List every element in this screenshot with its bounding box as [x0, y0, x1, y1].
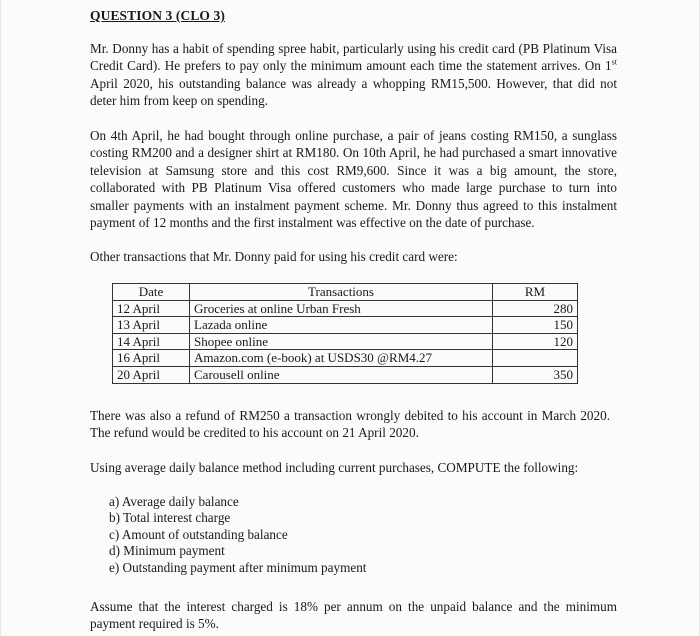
row-amount: 150 [493, 317, 578, 334]
row-transaction: Amazon.com (e-book) at USDS30 @RM4.27 [190, 350, 493, 367]
transactions-table [112, 283, 578, 384]
paragraph-background-part1: Mr. Donny has a habit of spending spree habit, particularly using his credit card (PB Platinum Visa Credit Card). He prefers to pay only the minimum amount each time the statement arrives. On 1 [90, 41, 617, 74]
row-amount: 350 [493, 366, 578, 383]
table-row [113, 317, 578, 334]
list-item: c) Amount of outstanding balance [109, 526, 288, 542]
paragraph-background-part2: April 2020, his outstanding balance was already a whopping RM15,500. However, that did not deter him from keep on spending. [90, 75, 617, 109]
header-transactions: Transactions [190, 284, 493, 301]
list-item: b) Total interest charge [109, 510, 231, 526]
list-item: e) Outstanding payment after minimum payment [109, 559, 367, 575]
row-date: 13 April [113, 317, 190, 334]
table-row [113, 350, 578, 367]
row-date: 16 April [113, 350, 190, 367]
question-heading: QUESTION 3 (CLO 3) [90, 8, 225, 23]
row-amount: 120 [493, 333, 578, 350]
row-date: 20 April [113, 366, 190, 383]
paragraph-refund: There was also a refund of RM250 a transaction wrongly debited to his account in March 2020. The refund would be credited to his account on 21 April 2020. [90, 408, 610, 441]
row-date: 12 April [113, 300, 190, 317]
row-amount: 280 [493, 300, 578, 317]
table-row [113, 333, 578, 350]
row-date: 14 April [113, 333, 190, 350]
row-transaction: Lazada online [190, 317, 493, 334]
paragraph-other-transactions: Other transactions that Mr. Donny paid for using his credit card were: [90, 249, 458, 264]
table-row [113, 366, 578, 383]
ordinal-superscript: st [611, 58, 617, 68]
table-header-row [113, 284, 578, 301]
row-transaction: Groceries at online Urban Fresh [190, 300, 493, 317]
list-item: a) Average daily balance [109, 494, 239, 509]
paragraph-assumption: Assume that the interest charged is 18% per annum on the unpaid balance and the minimum payment required is 5%. [90, 599, 617, 632]
table-row [113, 300, 578, 317]
row-transaction: Carousell online [190, 366, 493, 383]
header-date: Date [113, 284, 190, 301]
header-rm: RM [493, 284, 578, 301]
row-amount [493, 350, 578, 367]
row-transaction: Shopee online [190, 333, 493, 350]
paragraph-instruction: Using average daily balance method including current purchases, COMPUTE the following: [90, 460, 579, 475]
paragraph-background [90, 40, 617, 110]
paragraph-purchases: On 4th April, he had bought through online purchase, a pair of jeans costing RM150, a sunglass costing RM200 and a designer shirt at RM180. On 10th April, he had purchased a smart innovative television at Samsung store and this cost RM9,600. Since it was a big amount, the store, collaborated with PB Platinum Visa offered customers who made large purchase to turn into smaller payments with an instalment payment scheme. Mr. Donny thus agreed to this instalment payment of 12 months and the first instalment was effective on the date of purchase. [90, 128, 617, 231]
task-list [109, 494, 366, 576]
list-item: d) Minimum payment [109, 543, 225, 559]
